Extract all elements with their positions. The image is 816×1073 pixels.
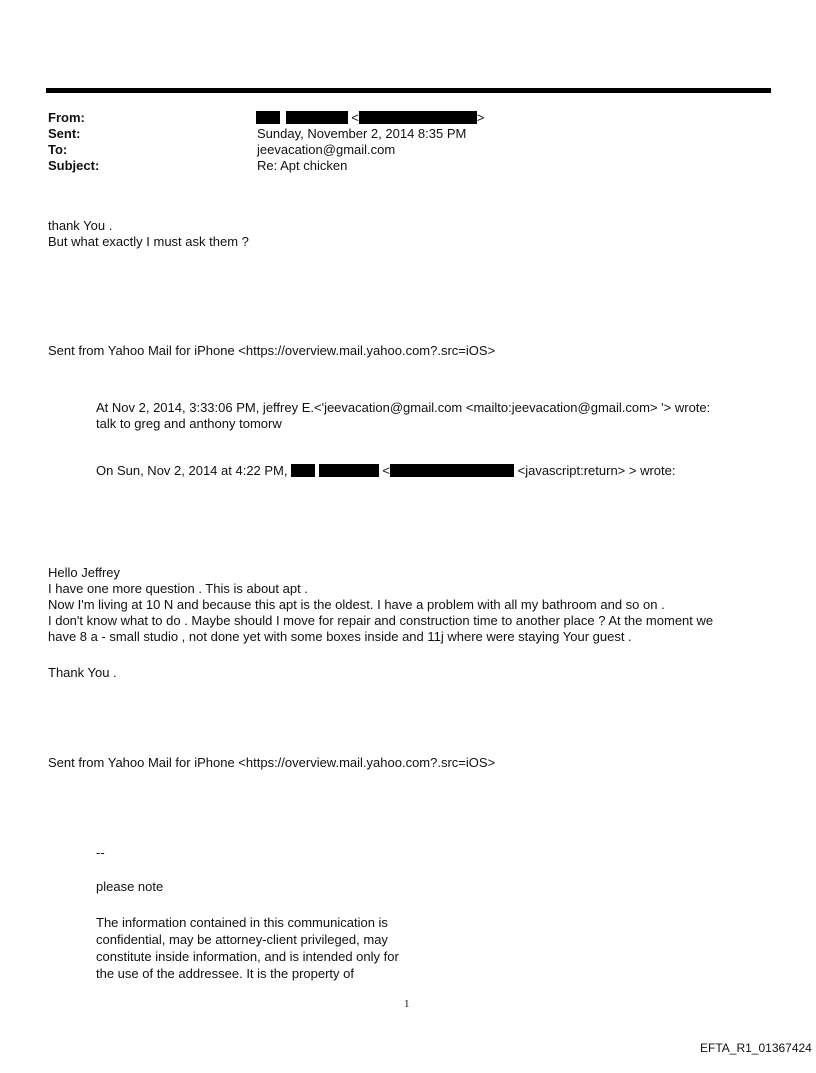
redaction xyxy=(390,464,514,477)
angle-close: > xyxy=(476,110,485,125)
sent-value: Sunday, November 2, 2014 8:35 PM xyxy=(257,126,467,141)
disclaimer-line: The information contained in this communication is xyxy=(96,915,388,930)
separator-dashes: -- xyxy=(96,845,105,860)
disclaimer-line: the use of the addressee. It is the property of xyxy=(96,966,354,981)
body-line: thank You . xyxy=(48,218,113,233)
header-rule xyxy=(46,88,771,93)
sent-label: Sent: xyxy=(48,126,81,141)
message-line: I don't know what to do . Maybe should I move for repair and construction time to another place ? At the moment we xyxy=(48,613,714,628)
redaction xyxy=(286,111,348,124)
to-value: jeevacation@gmail.com xyxy=(257,142,396,157)
subject-label: Subject: xyxy=(48,158,100,173)
message-line: I have one more question . This is about apt . xyxy=(48,581,308,596)
quote-header-text: On Sun, Nov 2, 2014 at 4:22 PM, xyxy=(96,463,288,478)
quote-header xyxy=(96,463,676,479)
page-number: 1 xyxy=(404,998,410,1010)
message-line: have 8 a - small studio , not done yet with some boxes inside and 11j where were staying Your guest . xyxy=(48,629,632,644)
redaction xyxy=(359,111,477,124)
disclaimer-title: please note xyxy=(96,879,164,894)
body-line: But what exactly I must ask them ? xyxy=(48,234,249,249)
angle-open: < xyxy=(351,110,359,125)
subject-value: Re: Apt chicken xyxy=(257,158,348,173)
signature-line: Sent from Yahoo Mail for iPhone <https://overview.mail.yahoo.com?.src=iOS> xyxy=(48,343,496,358)
message-line: Hello Jeffrey xyxy=(48,565,121,580)
quote-header-text: <javascript:return> > wrote: xyxy=(517,463,676,478)
disclaimer-line: constitute inside information, and is intended only for xyxy=(96,949,399,964)
from-label: From: xyxy=(48,110,85,125)
bates-number: EFTA_R1_01367424 xyxy=(700,1041,812,1055)
disclaimer-line: confidential, may be attorney-client privileged, may xyxy=(96,932,388,947)
message-line: Thank You . xyxy=(48,665,117,680)
signature-line: Sent from Yahoo Mail for iPhone <https://overview.mail.yahoo.com?.src=iOS> xyxy=(48,755,496,770)
message-line: Now I'm living at 10 N and because this apt is the oldest. I have a problem with all my bathroom and so on . xyxy=(48,597,665,612)
redaction xyxy=(256,111,280,124)
redaction xyxy=(319,464,379,477)
angle-open: < xyxy=(382,463,390,478)
to-label: To: xyxy=(48,142,68,157)
quote-header: At Nov 2, 2014, 3:33:06 PM, jeffrey E.<'jeevacation@gmail.com <mailto:jeevacation@gmail.com> '> wrote: xyxy=(96,400,711,415)
redaction xyxy=(291,464,315,477)
quote-body: talk to greg and anthony tomorw xyxy=(96,416,282,431)
from-value xyxy=(256,110,484,126)
